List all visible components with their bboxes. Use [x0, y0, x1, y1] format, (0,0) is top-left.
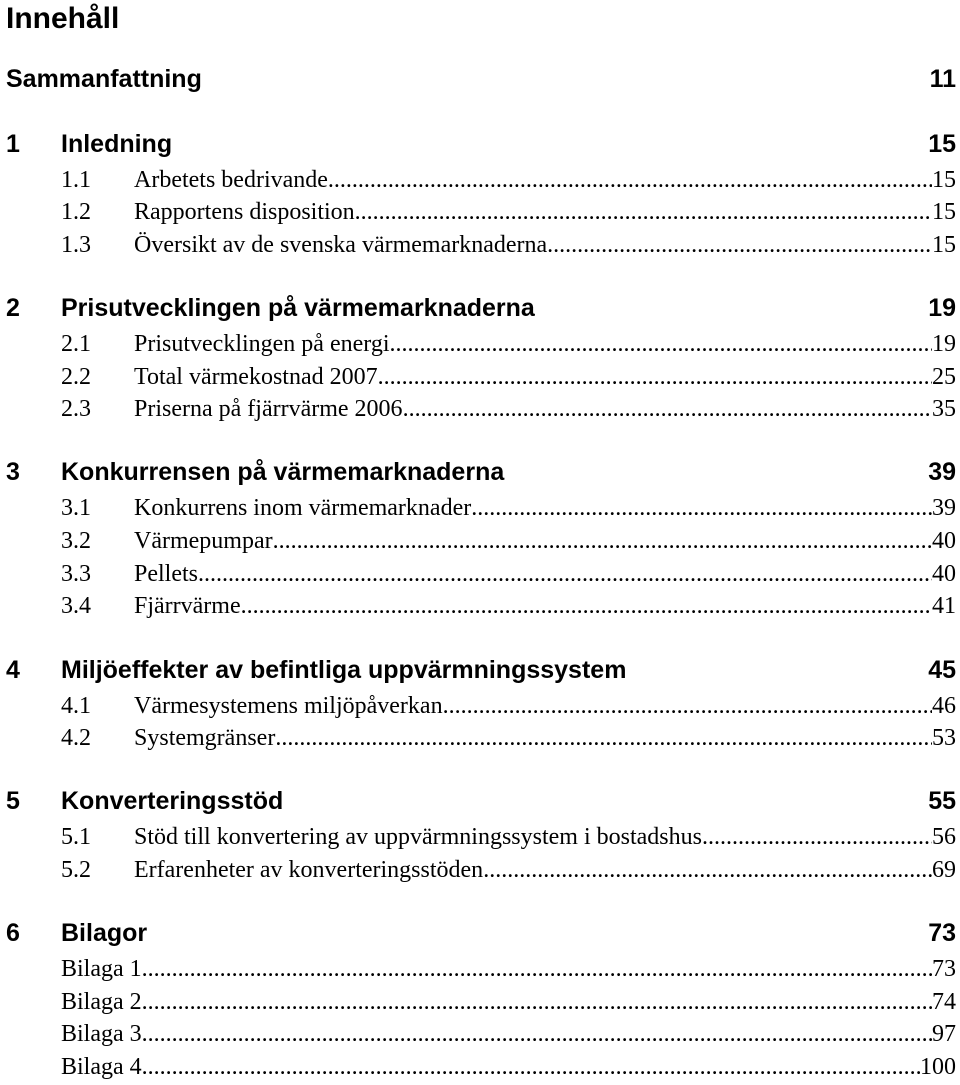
section-title: Systemgränser	[134, 725, 276, 751]
chapter-page-number: 45	[928, 656, 956, 684]
section-leader-line	[61, 987, 956, 1017]
section-leader-line	[134, 591, 956, 621]
section-title: Total värmekostnad 2007	[134, 364, 378, 390]
dot-leader	[273, 526, 932, 556]
section-number: 3.3	[61, 561, 91, 587]
chapter-title: Inledning	[61, 130, 173, 158]
section-title: Erfarenheter av konverteringsstöden	[134, 857, 484, 883]
section-page-number: 41	[932, 593, 956, 619]
section-title: Pellets	[134, 561, 198, 587]
section-leader-line	[134, 493, 956, 523]
dot-leader	[361, 197, 932, 227]
section-leader-line	[134, 362, 956, 392]
section-title: Bilaga 3	[61, 1021, 142, 1047]
section-title: Fjärrvärme	[134, 593, 241, 619]
chapter-title: Konkurrensen på värmemarknaderna	[61, 458, 505, 486]
section-page-number: 74	[932, 989, 956, 1015]
section-leader-line	[134, 822, 956, 852]
section-leader-line	[134, 165, 956, 195]
section-page-number: 40	[932, 528, 956, 554]
section-leader-line	[61, 1052, 956, 1082]
chapter-number: 1	[6, 130, 20, 158]
dot-leader	[483, 855, 932, 885]
section-number: 5.2	[61, 857, 91, 883]
dot-leader	[403, 394, 932, 424]
section-page-number: 39	[932, 495, 956, 521]
section-page-number: 53	[932, 725, 956, 751]
section-leader-line	[134, 526, 956, 556]
chapter-page-number: 73	[928, 919, 956, 947]
section-page-number: 35	[932, 396, 956, 422]
section-title: Arbetets bedrivande	[134, 167, 328, 193]
chapter-page-number: 39	[928, 458, 956, 486]
section-page-number: 97	[932, 1021, 956, 1047]
chapter-number: 6	[6, 919, 20, 947]
section-number: 3.2	[61, 528, 91, 554]
section-number: 1.3	[61, 232, 91, 258]
dot-leader	[471, 493, 932, 523]
section-number: 1.1	[61, 167, 91, 193]
chapter-number: 4	[6, 656, 20, 684]
section-title: Bilaga 2	[61, 989, 142, 1015]
section-number: 3.4	[61, 593, 91, 619]
section-number: 2.1	[61, 331, 91, 357]
dot-leader	[198, 559, 932, 589]
section-page-number: 100	[920, 1054, 956, 1080]
section-title: Prisutvecklingen på energi	[134, 331, 390, 357]
section-leader-line	[61, 1019, 956, 1049]
dot-leader	[390, 329, 933, 359]
section-leader-line	[134, 394, 956, 424]
chapter-number: 2	[6, 294, 20, 322]
section-title: Stöd till konvertering av uppvärmningssystem i bostadshus	[134, 824, 702, 850]
dot-leader	[328, 165, 932, 195]
dot-leader	[547, 230, 932, 260]
section-leader-line	[134, 855, 956, 885]
dot-leader	[443, 691, 932, 721]
dot-leader	[702, 822, 932, 852]
chapter-title: Bilagor	[61, 919, 148, 947]
section-title: Värmesystemens miljöpåverkan	[134, 693, 443, 719]
section-number: 1.2	[61, 199, 91, 225]
chapter-title: Konverteringsstöd	[61, 787, 284, 815]
section-page-number: 69	[932, 857, 956, 883]
dot-leader	[378, 362, 932, 392]
section-title: Bilaga 4	[61, 1054, 142, 1080]
chapter-page-number: 19	[928, 294, 956, 322]
chapter-title: Miljöeffekter av befintliga uppvärmningssystem	[61, 656, 627, 684]
dot-leader	[142, 1052, 920, 1082]
toc-title: Innehåll	[6, 2, 120, 35]
chapter-title: Prisutvecklingen på värmemarknaderna	[61, 294, 535, 322]
dot-leader	[142, 1019, 932, 1049]
dot-leader	[275, 723, 932, 753]
section-page-number: 46	[932, 693, 956, 719]
dot-leader	[142, 987, 932, 1017]
dot-leader	[241, 591, 932, 621]
section-page-number: 40	[932, 561, 956, 587]
section-title: Översikt av de svenska värmemarknaderna	[134, 232, 548, 258]
chapter-number: 3	[6, 458, 20, 486]
chapter-page-number: 11	[929, 65, 956, 93]
section-number: 2.2	[61, 364, 91, 390]
section-number: 2.3	[61, 396, 91, 422]
section-page-number: 19	[932, 331, 956, 357]
section-number: 4.1	[61, 693, 91, 719]
section-page-number: 25	[932, 364, 956, 390]
dot-leader	[142, 954, 932, 984]
chapter-page-number: 55	[928, 787, 956, 815]
section-page-number: 15	[932, 199, 956, 225]
section-leader-line	[134, 230, 956, 260]
section-leader-line	[134, 723, 956, 753]
section-title: Bilaga 1	[61, 956, 142, 982]
section-page-number: 15	[932, 232, 956, 258]
section-page-number: 73	[932, 956, 956, 982]
section-title: Konkurrens inom värmemarknader	[134, 495, 472, 521]
section-page-number: 15	[932, 167, 956, 193]
section-leader-line	[134, 329, 956, 359]
section-leader-line	[61, 954, 956, 984]
section-page-number: 56	[932, 824, 956, 850]
section-title: Rapportens disposition.	[134, 199, 361, 225]
chapter-page-number: 15	[928, 130, 956, 158]
section-leader-line	[134, 197, 956, 227]
chapter-number: 5	[6, 787, 20, 815]
section-title: Priserna på fjärrvärme 2006	[134, 396, 403, 422]
chapter-title: Sammanfattning	[6, 65, 202, 93]
section-title: Värmepumpar	[134, 528, 273, 554]
section-number: 3.1	[61, 495, 91, 521]
section-number: 4.2	[61, 725, 91, 751]
section-number: 5.1	[61, 824, 91, 850]
section-leader-line	[134, 559, 956, 589]
section-leader-line	[134, 691, 956, 721]
